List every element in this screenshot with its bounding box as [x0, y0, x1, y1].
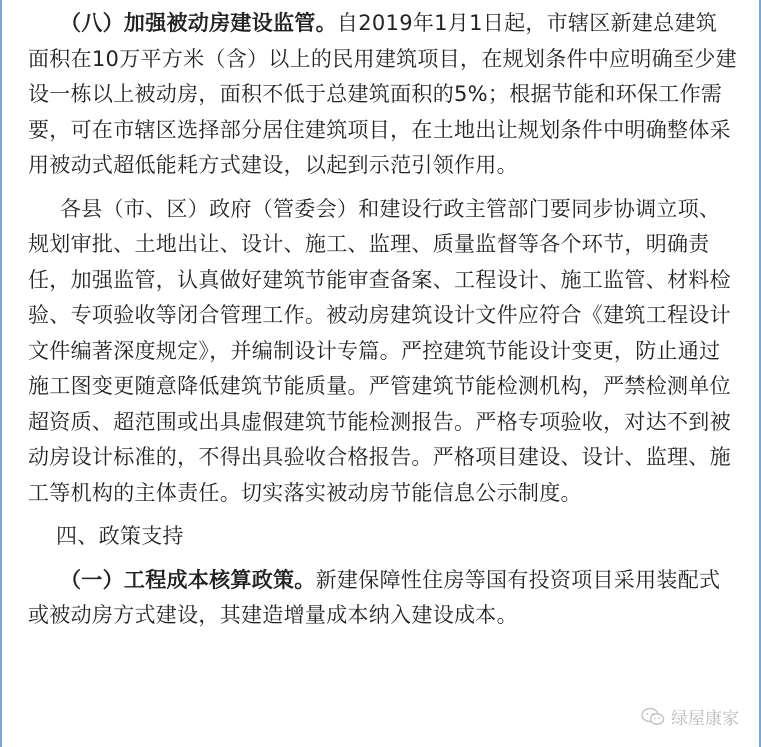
wechat-icon [641, 707, 665, 727]
paragraph-cost-accounting-policy [28, 563, 738, 634]
paragraph-title: （一）工程成本核算政策。 [60, 567, 316, 592]
paragraph-passive-house-supervision [28, 6, 738, 184]
paragraph-title: （八）加强被动房建设监管。 [60, 11, 337, 35]
watermark [641, 704, 739, 729]
watermark-text: 绿屋康家 [671, 709, 739, 729]
paragraph-government-coordination: 各县（市、区）政府（管委会）和建设行政主管部门要同步协调立项、规划审批、土地出让、设计、施工、监理、质量监督等各个环节，明确责任，加强监管，认真做好建筑节能审查备案、工程设计、施工监管、材料检验、专项验收等闭合管理工作。被动房建筑设计文件应符合《建筑工程设计文件编著深度规定》，并编制设计专篇。严控建筑节能设计变更，防止通过施工图变更随意降低建筑节能质量。严管建筑节能检测机构，严禁检测单位超资质、超范围或出具虚假建筑节能检测报告。严格专项验收，对达不到被动房设计标准的，不得出具验收合格报告。严格项目建设、设计、监理、施工等机构的主体责任。切实落实被动房节能信息公示制度。 [28, 196, 731, 505]
paragraph-text: 新建保障性住房等国有投资项目采用装配式或被动房方式建设，其建造增量成本纳入建设成本。 [28, 567, 721, 627]
section-heading: 四、政策支持 [56, 524, 184, 548]
article-body [28, 6, 738, 634]
paragraph-text: 自2019年1月1日起，市辖区新建总建筑面积在10万平方米（含）以上的民用建筑项目，在规划条件中应明确至少建设一栋以上被动房，面积不低于总建筑面积的5%；根据节能和环保工作需要，可在市辖区选择部分居住建筑项目，在土地出让规划条件中明确整体采用被动式超低能耗方式建设，以起到示范引领作用。 [28, 11, 737, 177]
